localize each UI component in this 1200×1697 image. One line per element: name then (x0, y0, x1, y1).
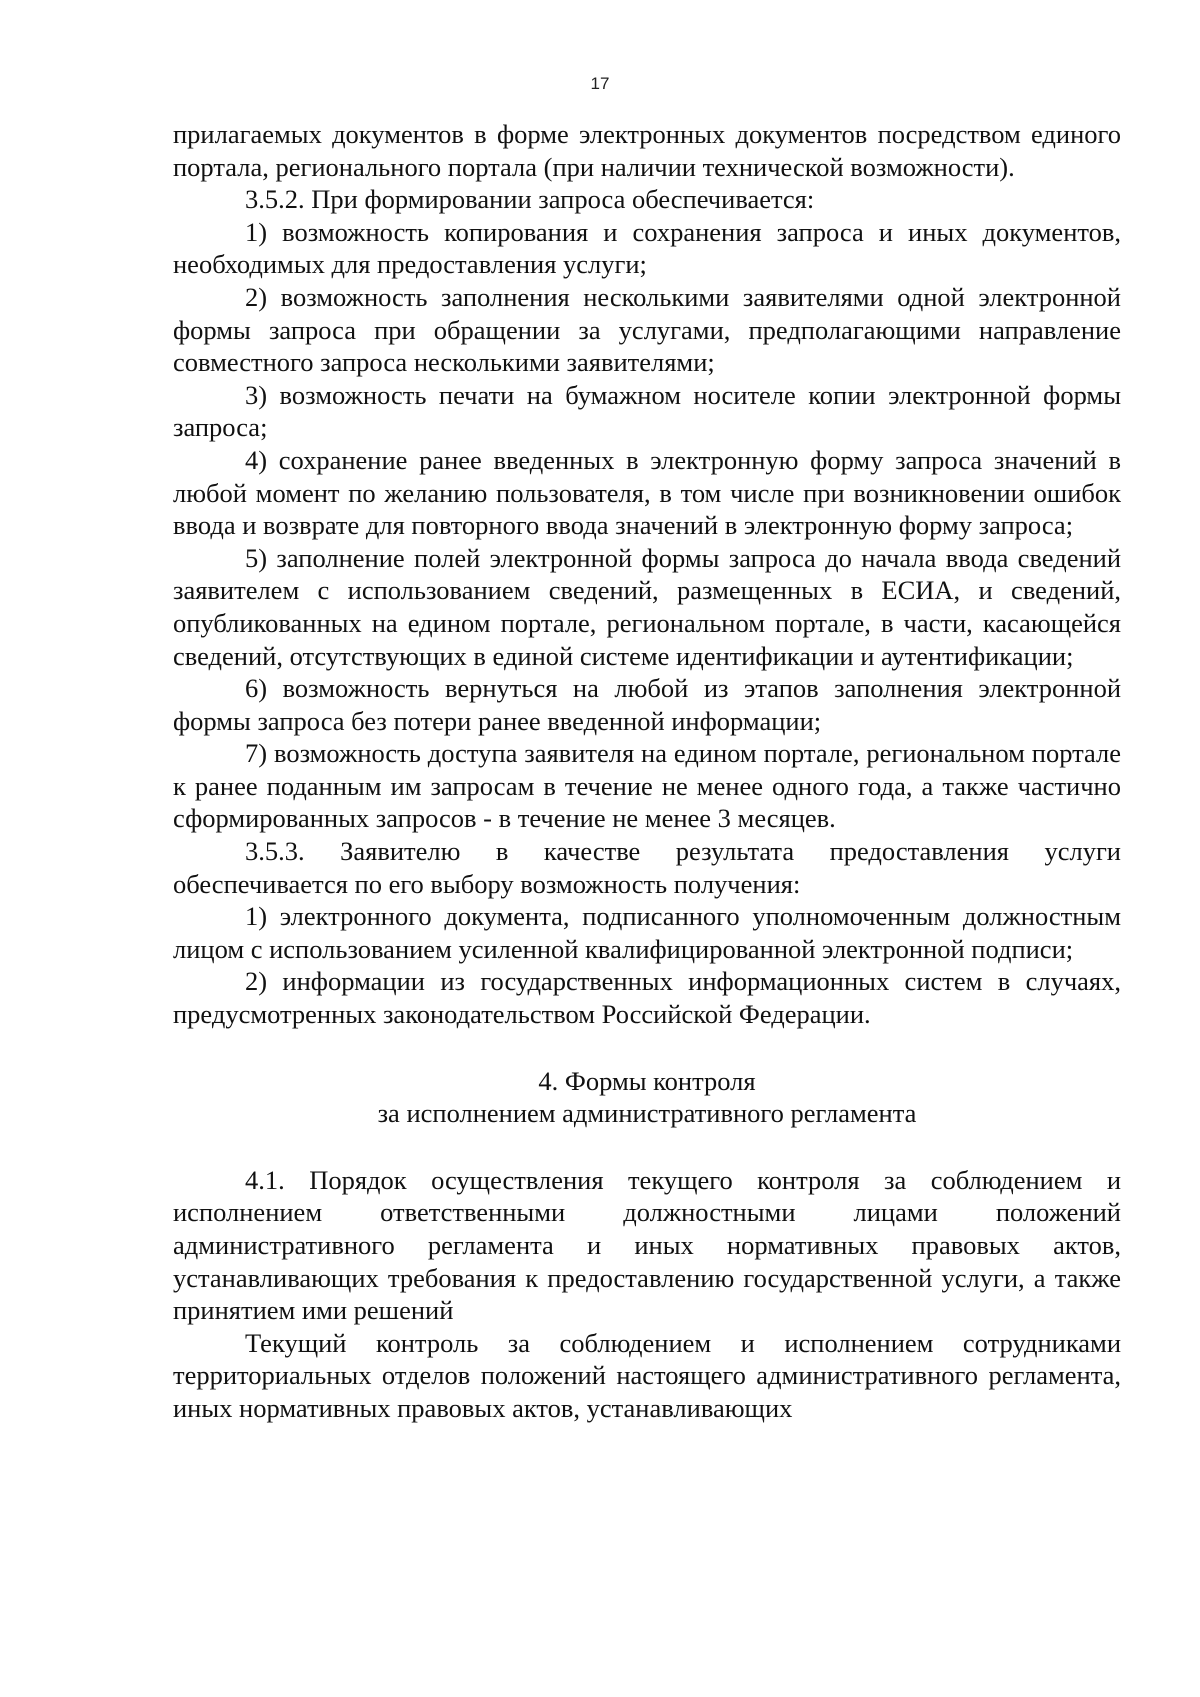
list-item: 4) сохранение ранее введенных в электронную форму запроса значений в любой момент по желанию пользователя, в том числе при возникновении ошибок ввода и возврате для повторного ввода значений в электронную форму запроса; (173, 444, 1121, 541)
paragraphs-after-heading (173, 1164, 1121, 1425)
list-item: 3) возможность печати на бумажном носителе копии электронной формы запроса; (173, 379, 1121, 443)
list-item: 1) возможность копирования и сохранения запроса и иных документов, необходимых для предоставления услуги; (173, 216, 1121, 280)
list-item: 2) возможность заполнения несколькими заявителями одной электронной формы запроса при обращении за услугами, предполагающими направление совместного запроса несколькими заявителями; (173, 281, 1121, 378)
paragraph: прилагаемых документов в форме электронных документов посредством единого портала, регионального портала (при наличии технической возможности). (173, 119, 1121, 182)
list-item: 5) заполнение полей электронной формы запроса до начала ввода сведений заявителем с использованием сведений, размещенных в ЕСИА, и сведений, опубликованных на едином портале, региональном портале, в части, касающейся сведений, отсутствующих в единой системе идентификации и аутентификации; (173, 542, 1121, 671)
paragraph: Текущий контроль за соблюдением и исполнением сотрудниками территориальных отделов положений настоящего административного регламента, иных нормативных правовых актов, устанавливающих (173, 1327, 1121, 1423)
list-item: 7) возможность доступа заявителя на едином портале, региональном портале к ранее поданным им запросам в течение не менее одного года, а также частично сформированных запросов - в течение не менее 3 месяцев. (173, 738, 1121, 834)
paragraphs-before-heading (173, 118, 1121, 1031)
page-number: 17 (590, 74, 610, 93)
list-item: 1) электронного документа, подписанного уполномоченным должностным лицом с использованием усиленной квалифицированной электронной подписи; (173, 901, 1121, 964)
paragraph: 4.1. Порядок осуществления текущего контроля за соблюдением и исполнением ответственными должностными лицами положений административного регламента и иных нормативных правовых актов, устанавливающих требования к предоставлению государственной услуги, а также принятием ими решений (173, 1164, 1121, 1326)
section-heading (173, 1065, 1121, 1130)
section-heading-line1: 4. Формы контроля (538, 1065, 756, 1096)
list-item: 6) возможность вернуться на любой из этапов заполнения электронной формы запроса без потери ранее введенной информации; (173, 673, 1121, 736)
paragraph: 3.5.3. Заявителю в качестве результата предоставления услуги обеспечивается по его выбору возможность получения: (173, 836, 1121, 899)
list-item: 2) информации из государственных информационных систем в случаях, предусмотренных законодательством Российской Федерации. (173, 966, 1121, 1030)
document-body (173, 118, 1121, 1425)
section-heading-line2: за исполнением административного регламента (377, 1098, 917, 1129)
paragraph: 3.5.2. При формировании запроса обеспечивается: (245, 184, 815, 215)
